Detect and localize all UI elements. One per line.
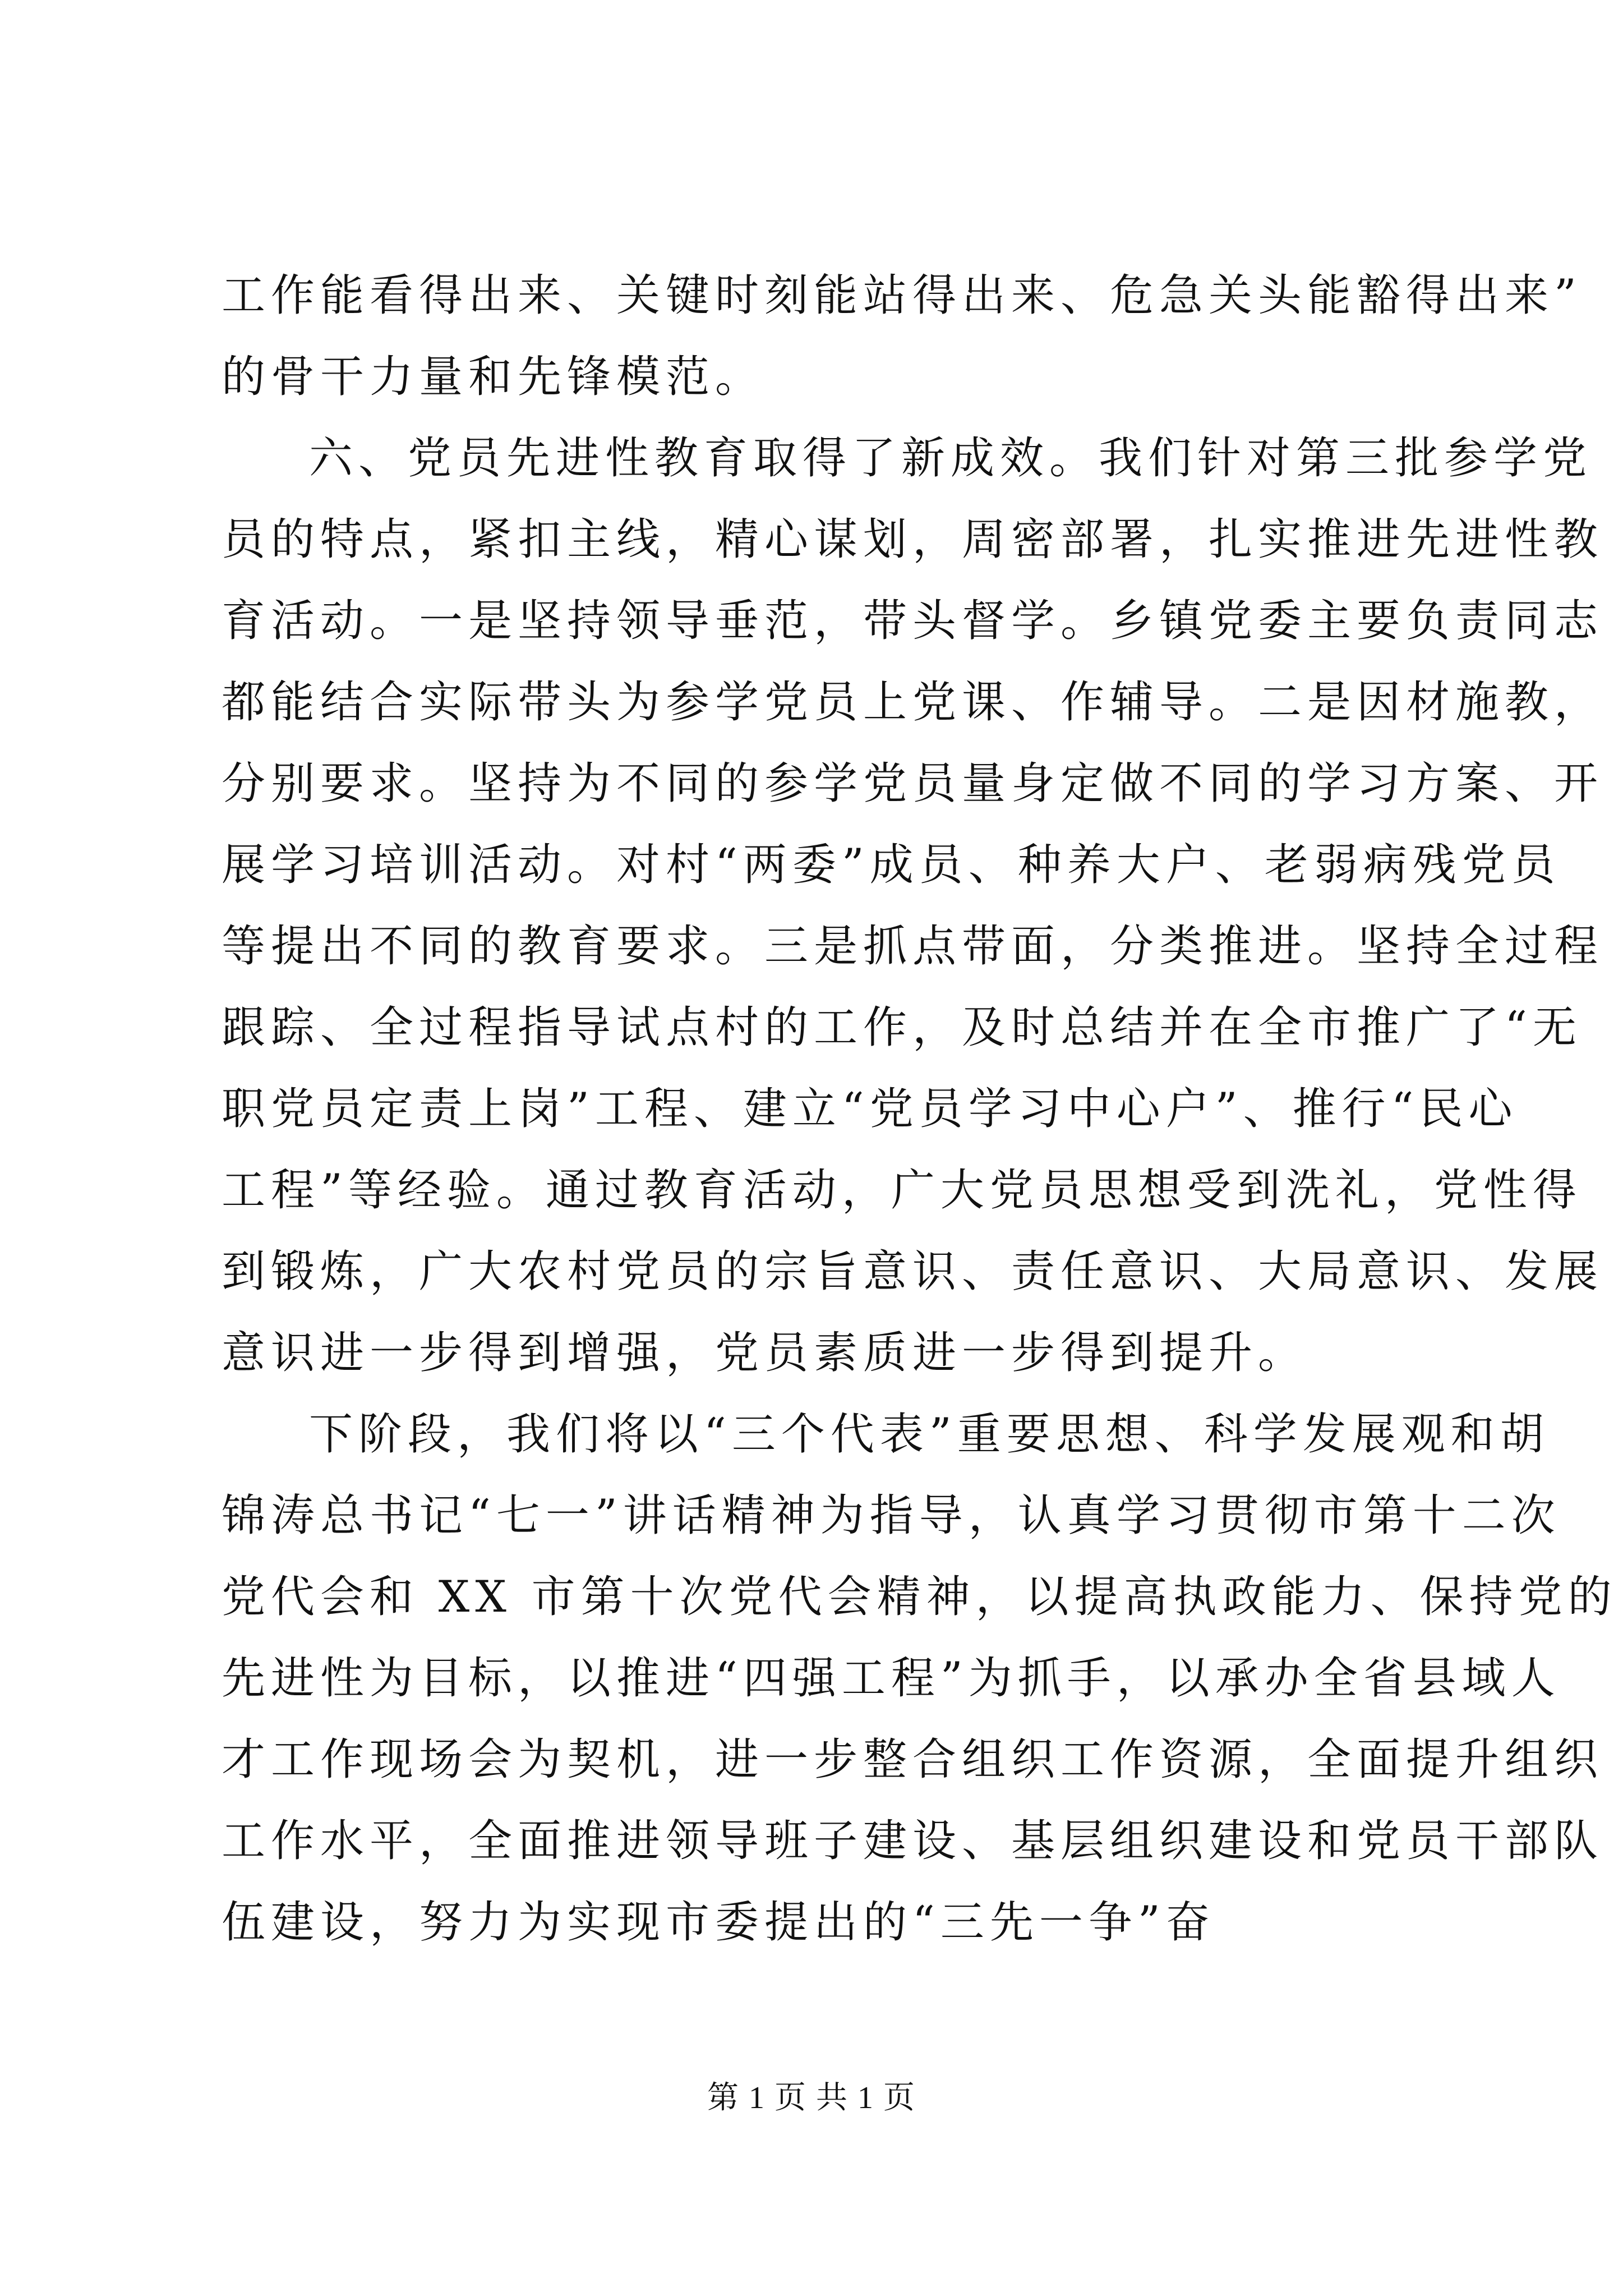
text-line: 的骨干力量和先锋模范。 xyxy=(222,352,765,402)
text-line: 先进性为目标，以推进“四强工程”为抓手，以承办全省县域人 xyxy=(222,1653,1561,1704)
paragraph-3 xyxy=(222,1394,1617,1963)
text-line: 意识进一步得到增强，党员素质进一步得到提升。 xyxy=(222,1328,1308,1378)
text-line: 展学习培训活动。对村“两委”成员、种养大户、老弱病残党员 xyxy=(222,840,1561,890)
document-body xyxy=(222,255,1617,1963)
text-line: 才工作现场会为契机，进一步整合组织工作资源，全面提升组织 xyxy=(222,1734,1604,1785)
text-line: 六、党员先进性教育取得了新成效。我们针对第三批参学党 xyxy=(309,433,1593,484)
page-footer xyxy=(0,2076,1623,2120)
text-line: 党代会和 XX 市第十次党代会精神，以提高执政能力、保持党的 xyxy=(222,1572,1617,1622)
text-line: 员的特点，紧扣主线，精心谋划，周密部署，扎实推进先进性教 xyxy=(222,514,1604,565)
text-line: 育活动。一是坚持领导垂范，带头督学。乡镇党委主要负责同志 xyxy=(222,596,1604,646)
text-line: 分别要求。坚持为不同的参学党员量身定做不同的学习方案、开 xyxy=(222,758,1604,809)
text-line: 都能结合实际带头为参学党员上党课、作辅导。二是因材施教， xyxy=(222,677,1604,728)
page-number-label: 第 1 页 共 1 页 xyxy=(707,2081,916,2115)
text-line: 下阶段，我们将以“三个代表”重要思想、科学发展观和胡 xyxy=(309,1409,1550,1460)
text-line: 伍建设，努力为实现市委提出的“三先一争”奋 xyxy=(222,1897,1215,1948)
text-line: 工作水平，全面推进领导班子建设、基层组织建设和党员干部队 xyxy=(222,1816,1604,1866)
paragraph-2 xyxy=(222,418,1604,1394)
text-line: 工程”等经验。通过教育活动，广大党员思想受到洗礼，党性得 xyxy=(222,1165,1582,1216)
text-line: 跟踪、全过程指导试点村的工作，及时总结并在全市推广了“无 xyxy=(222,1002,1582,1053)
paragraph-1 xyxy=(222,255,1582,418)
text-line: 等提出不同的教育要求。三是抓点带面，分类推进。坚持全过程 xyxy=(222,921,1604,972)
text-line: 职党员定责上岗”工程、建立“党员学习中心户”、推行“民心 xyxy=(222,1084,1518,1134)
text-line: 工作能看得出来、关键时刻能站得出来、危急关头能豁得出来” xyxy=(222,270,1582,321)
text-line: 锦涛总书记“七一”讲话精神为指导，认真学习贯彻市第十二次 xyxy=(222,1490,1561,1541)
text-line: 到锻炼，广大农村党员的宗旨意识、责任意识、大局意识、发展 xyxy=(222,1246,1604,1297)
